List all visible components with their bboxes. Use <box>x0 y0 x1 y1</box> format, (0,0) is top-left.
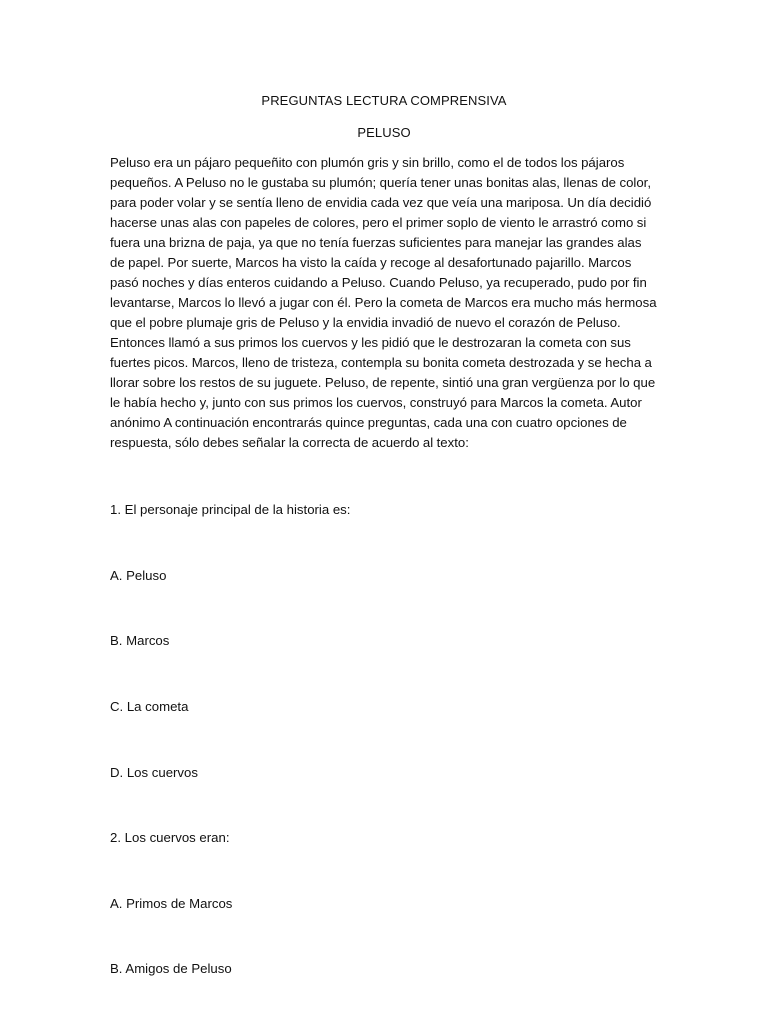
document-title: PREGUNTAS LECTURA COMPRENSIVA <box>261 93 507 108</box>
story-paragraph: Peluso era un pájaro pequeñito con plumón gris y sin brillo, como el de todos los pájaros pequeños. A Peluso no le gustaba su plumón; quería tener unas bonitas alas, llenas de color, para poder volar y se sentía lleno de envidia cada vez que veía una mariposa. Un día decidió hacerse unas alas con papeles de colores, pero el primer soplo de viento le arrastró como si fuera una brizna de paja, ya que no tenía fuerzas suficientes para manejar las grandes alas de papel. Por suerte, Marcos ha visto la caída y recoge al desafortunado pajarillo. Marcos pasó noches y días enteros cuidando a Peluso. Cuando Peluso, ya recuperado, pudo por fin levantarse, Marcos lo llevó a jugar con él. Pero la cometa de Marcos era mucho más hermosa que el pobre plumaje gris de Peluso y la envidia invadió de nuevo el corazón de Peluso. Entonces llamó a sus primos los cuervos y les pidió que le destrozaran la cometa con sus fuertes picos. Marcos, lleno de tristeza, contempla su bonita cometa destrozada y se hecha a llorar sobre los restos de su juguete. Peluso, de repente, sintió una gran vergüenza por lo que le había hecho y, junto con sus primos los cuervos, construyó para Marcos la cometa. Autor anónimo A continuación encontrarás quince preguntas, cada una con cuatro opciones de respuesta, sólo debes señalar la correcta de acuerdo al texto: <box>110 155 657 450</box>
option-1c: C. La cometa <box>110 699 189 714</box>
option-1d: D. Los cuervos <box>110 765 198 780</box>
option-1a: A. Peluso <box>110 568 167 583</box>
option-2b: B. Amigos de Peluso <box>110 961 232 976</box>
story-title: PELUSO <box>357 125 411 140</box>
question-2: 2. Los cuervos eran: <box>110 830 230 845</box>
question-1: 1. El personaje principal de la historia es: <box>110 502 351 517</box>
option-2a: A. Primos de Marcos <box>110 896 233 911</box>
option-1b: B. Marcos <box>110 633 170 648</box>
